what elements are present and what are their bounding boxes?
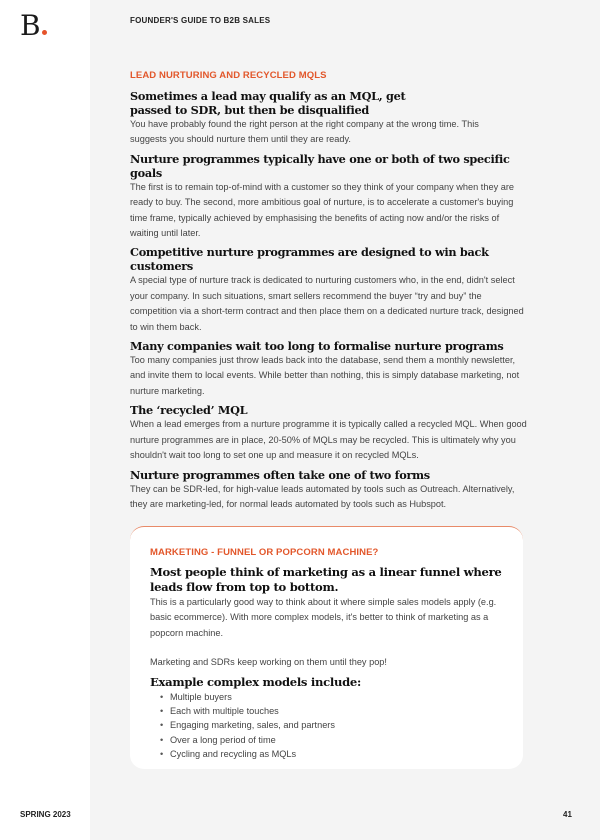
- callout-body: Marketing and SDRs keep working on them until they pop!: [150, 657, 387, 668]
- callout-list-heading: Example complex models include:: [150, 674, 361, 689]
- footer-edition: SPRING 2023: [20, 810, 71, 819]
- list-item: • Cycling and recycling as MQLs: [160, 747, 503, 761]
- page-number: 41: [563, 810, 572, 819]
- article-kicker: LEAD NURTURING AND RECYCLED MQLS: [130, 70, 327, 81]
- article-section: [130, 89, 530, 148]
- article-section: [130, 245, 530, 335]
- list-item: • Each with multiple touches: [160, 704, 503, 718]
- section-heading: Competitive nurture programmes are designed to win back customers: [130, 245, 489, 274]
- section-body: You have probably found the right person at the right company at the wrong time. This suggests you should nurture them until they are ready.: [130, 119, 479, 145]
- left-margin-strip: [0, 0, 90, 840]
- article: [130, 70, 530, 516]
- section-body: The first is to remain top-of-mind with a customer so they think of your company when they are ready to buy. The second, more ambitious goal of nurture, is to accelerate a customer's buying time frame, typically achieved by emphasising the benefits of acting now and/or the risks of waiting until later.: [130, 181, 514, 239]
- list-item: • Engaging marketing, sales, and partners: [160, 718, 503, 732]
- section-heading: Many companies wait too long to formalise nurture programs: [130, 339, 504, 354]
- list-item: • Multiple buyers: [160, 690, 503, 704]
- brand-logo: [20, 9, 47, 42]
- callout-heading: Most people think of marketing as a linear funnel where leads flow from top to bottom.: [150, 565, 502, 594]
- callout-kicker: MARKETING - FUNNEL OR POPCORN MACHINE?: [150, 547, 379, 558]
- article-section: [130, 403, 530, 463]
- callout-card: [130, 526, 523, 769]
- article-section: [130, 339, 530, 399]
- running-head: FOUNDER'S GUIDE TO B2B SALES: [130, 16, 271, 25]
- section-heading: Sometimes a lead may qualify as an MQL, get passed to SDR, but then be disqualified: [130, 89, 406, 117]
- list-item: • Over a long period of time: [160, 733, 503, 747]
- callout-body: This is a particularly good way to think about it where simple sales models apply (e.g. basic ecommerce). With more complex models, it's better to think of marketing as a popcorn machine.: [150, 597, 497, 638]
- logo-dot-icon: [42, 30, 47, 35]
- section-heading: Nurture programmes typically have one or both of two specific goals: [130, 151, 510, 180]
- article-section: [130, 152, 530, 242]
- section-body: A special type of nurture track is dedicated to nurturing customers who, in the end, didn't select your company. In such situations, smart sellers recommend the buyer “try and buy” the competition via a short-term contract and then place them on a dedicated nurture track, designed to win them back.: [130, 275, 524, 332]
- callout-list: [150, 690, 503, 761]
- paragraph-gap: [150, 641, 503, 655]
- section-heading: Nurture programmes often take one of two forms: [130, 467, 430, 482]
- logo-letter: B: [20, 9, 41, 42]
- section-body: They can be SDR-led, for high-value leads automated by tools such as Outreach. Alternatively, they are marketing-led, for normal leads automated by tools such as Hubspot.: [130, 483, 515, 509]
- section-heading: The ‘recycled’ MQL: [130, 403, 248, 418]
- section-body: When a lead emerges from a nurture programme it is typically called a recycled MQL. When good nurture programmes are in place, 20-50% of MQLs may be recycled. This is ultimately why you shouldn't wait too long to set one up and measure it on recycled MQLs.: [130, 419, 527, 461]
- article-section: [130, 468, 530, 513]
- section-body: Too many companies just throw leads back into the database, send them a monthly newsletter, and invite them to local events. While better than nothing, this is simply database marketing, not nurture marketing.: [130, 355, 520, 396]
